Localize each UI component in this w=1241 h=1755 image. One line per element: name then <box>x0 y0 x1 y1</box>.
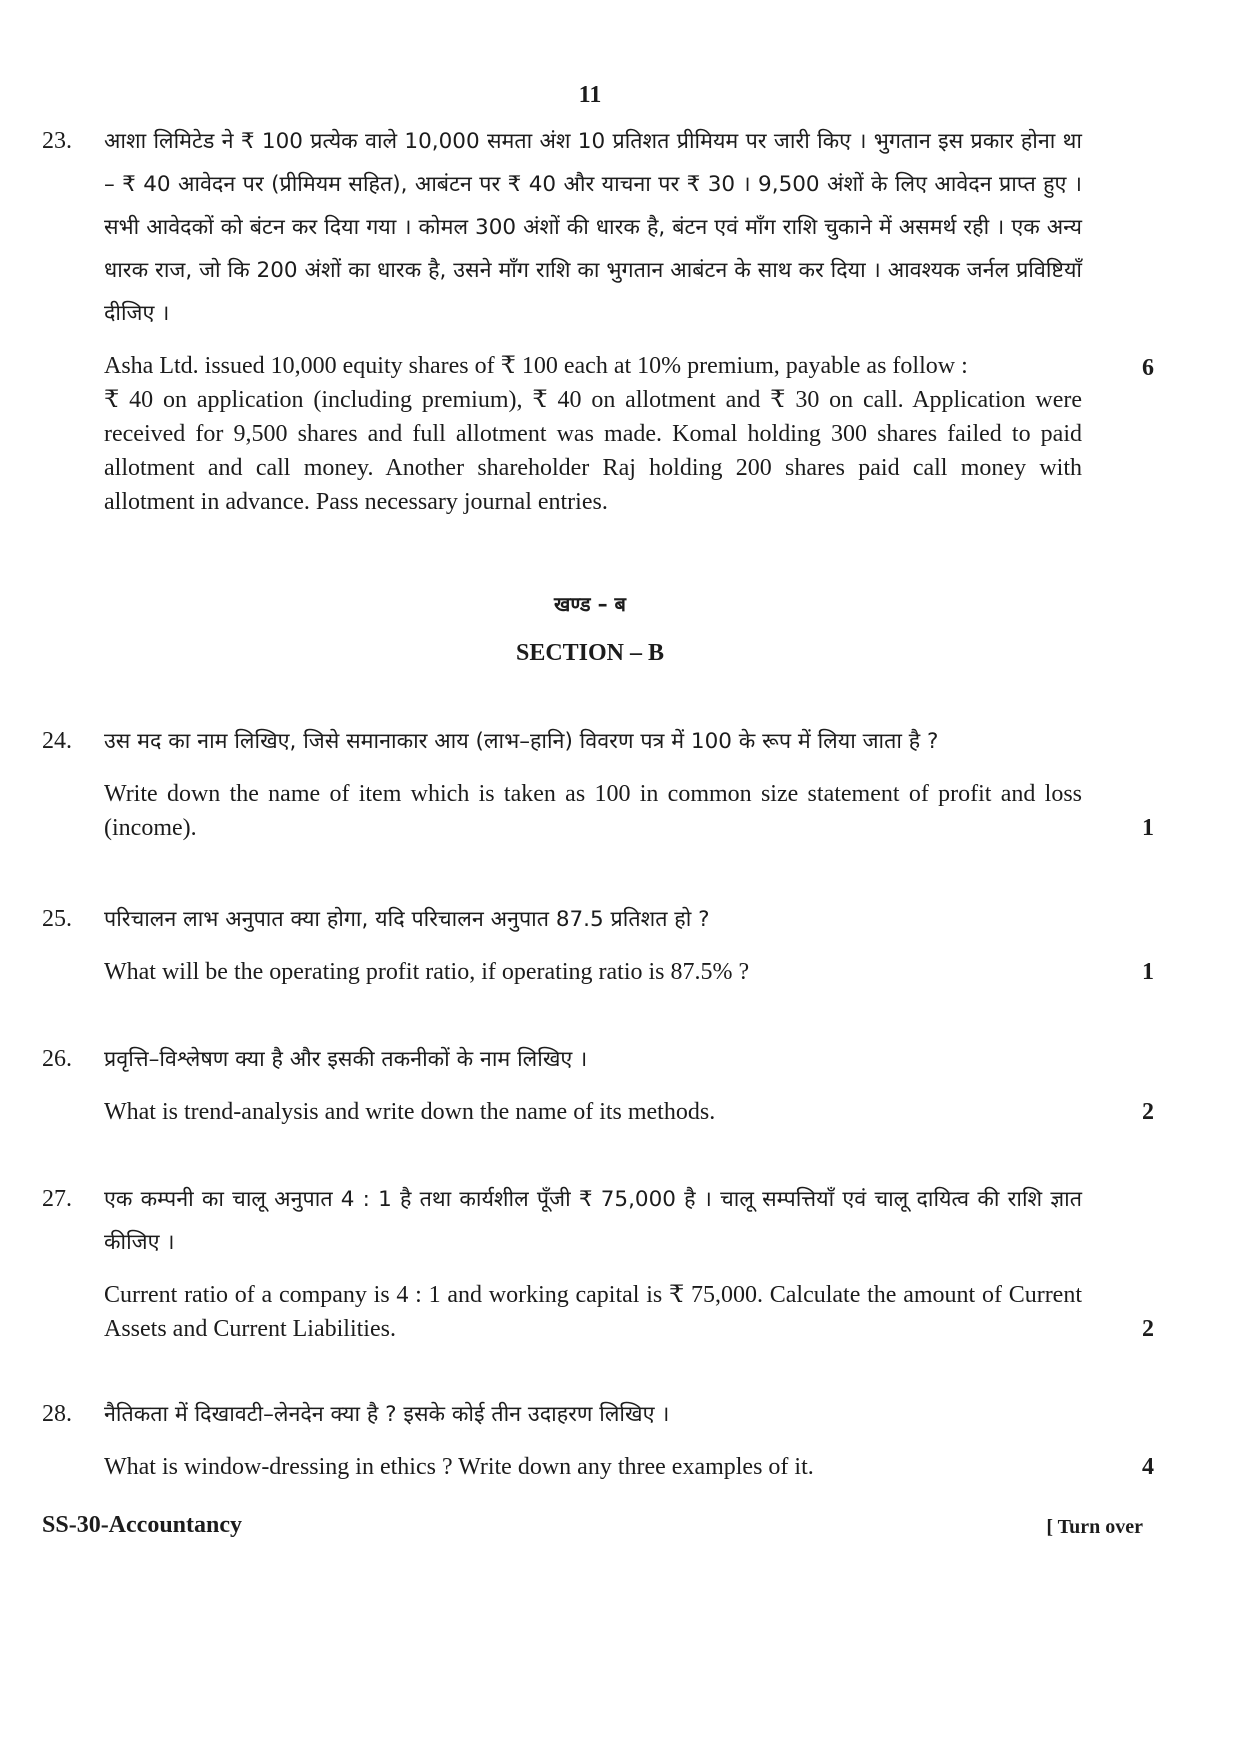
question-number: 26. <box>42 1046 72 1072</box>
question-number: 27. <box>42 1186 72 1212</box>
question-text-hindi: नैतिकता में दिखावटी–लेनदेन क्या है ? इसके कोई तीन उदाहरण लिखिए । <box>104 1402 670 1427</box>
page-number: 11 <box>578 82 602 108</box>
paper-code: SS-30-Accountancy <box>42 1512 243 1538</box>
question-number: 25. <box>42 906 72 932</box>
question-26 <box>42 1038 1154 1129</box>
question-marks: 2 <box>1142 1099 1154 1125</box>
question-marks: 4 <box>1142 1454 1154 1480</box>
question-number: 23. <box>42 128 72 154</box>
question-text-hindi: परिचालन लाभ अनुपात क्या होगा, यदि परिचालन अनुपात 87.5 प्रतिशत हो ? <box>104 907 710 932</box>
question-25 <box>42 898 1154 989</box>
question-number: 24. <box>42 728 72 754</box>
question-text-english: Asha Ltd. issued 10,000 equity shares of ₹ 100 each at 10% premium, payable as follow : <box>104 353 968 379</box>
question-23 <box>42 120 1154 519</box>
section-heading-hindi: खण्ड – ब <box>554 592 626 616</box>
question-body <box>104 898 1082 989</box>
question-body <box>104 1178 1082 1346</box>
section-heading-english: SECTION – B <box>515 640 665 666</box>
question-marks: 2 <box>1142 1316 1154 1342</box>
question-text-english: Write down the name of item which is taken as 100 in common size statement of profit and loss (income). <box>104 781 1082 841</box>
question-marks: 1 <box>1142 959 1154 985</box>
question-27 <box>42 1178 1154 1346</box>
question-text-hindi: उस मद का नाम लिखिए, जिसे समानाकार आय (लाभ–हानि) विवरण पत्र में 100 के रूप में लिया जाता है ? <box>104 729 939 754</box>
question-text-hindi: आशा लिमिटेड ने ₹ 100 प्रत्येक वाले 10,000 समता अंश 10 प्रतिशत प्रीमियम पर जारी किए । भुगतान इस प्रकार होना था – ₹ 40 आवेदन पर (प्रीमियम सहित), आबंटन पर ₹ 40 और याचना पर ₹ 30 । 9,500 अंशों के लिए आवेदन प्राप्त हुए । सभी आवेदकों को बंटन कर दिया गया । कोमल 300 अंशों की धारक है, बंटन एवं माँग राशि चुकाने में असमर्थ रही । एक अन्य धारक राज, जो कि 200 अंशों का धारक है, उसने माँग राशि का भुगतान आबंटन के साथ कर दिया । आवश्यक जर्नल प्रविष्टियाँ दीजिए । <box>104 129 1082 326</box>
question-text-english: What will be the operating profit ratio, if operating ratio is 87.5% ? <box>104 959 750 985</box>
question-text-english-continued: ₹ 40 on application (including premium), ₹ 40 on allotment and ₹ 30 on call. Application were received for 9,500 shares and full allotment was made. Komal holding 300 shares failed to paid allotment and call money. Another shareholder Raj holding 200 shares paid call money with allotment in advance. Pass necessary journal entries. <box>104 387 1082 515</box>
question-marks: 6 <box>1142 355 1154 381</box>
question-marks: 1 <box>1142 815 1154 841</box>
question-28 <box>42 1393 1154 1484</box>
question-24 <box>42 720 1154 845</box>
question-text-english: What is window-dressing in ethics ? Write down any three examples of it. <box>104 1454 814 1480</box>
question-body <box>104 1038 1082 1129</box>
question-text-hindi: प्रवृत्ति–विश्लेषण क्या है और इसकी तकनीकों के नाम लिखिए । <box>104 1047 588 1072</box>
question-body <box>104 1393 1082 1484</box>
question-body <box>104 120 1082 519</box>
question-text-english: Current ratio of a company is 4 : 1 and working capital is ₹ 75,000. Calculate the amount of Current Assets and Current Liabilities. <box>104 1282 1082 1342</box>
question-number: 28. <box>42 1401 72 1427</box>
question-body <box>104 720 1082 845</box>
question-text-english: What is trend-analysis and write down the name of its methods. <box>104 1099 716 1125</box>
question-text-hindi: एक कम्पनी का चालू अनुपात 4 : 1 है तथा कार्यशील पूँजी ₹ 75,000 है । चालू सम्पत्तियाँ एवं चालू दायित्व की राशि ज्ञात कीजिए । <box>104 1187 1082 1255</box>
turn-over-note: [ Turn over <box>1046 1516 1143 1538</box>
